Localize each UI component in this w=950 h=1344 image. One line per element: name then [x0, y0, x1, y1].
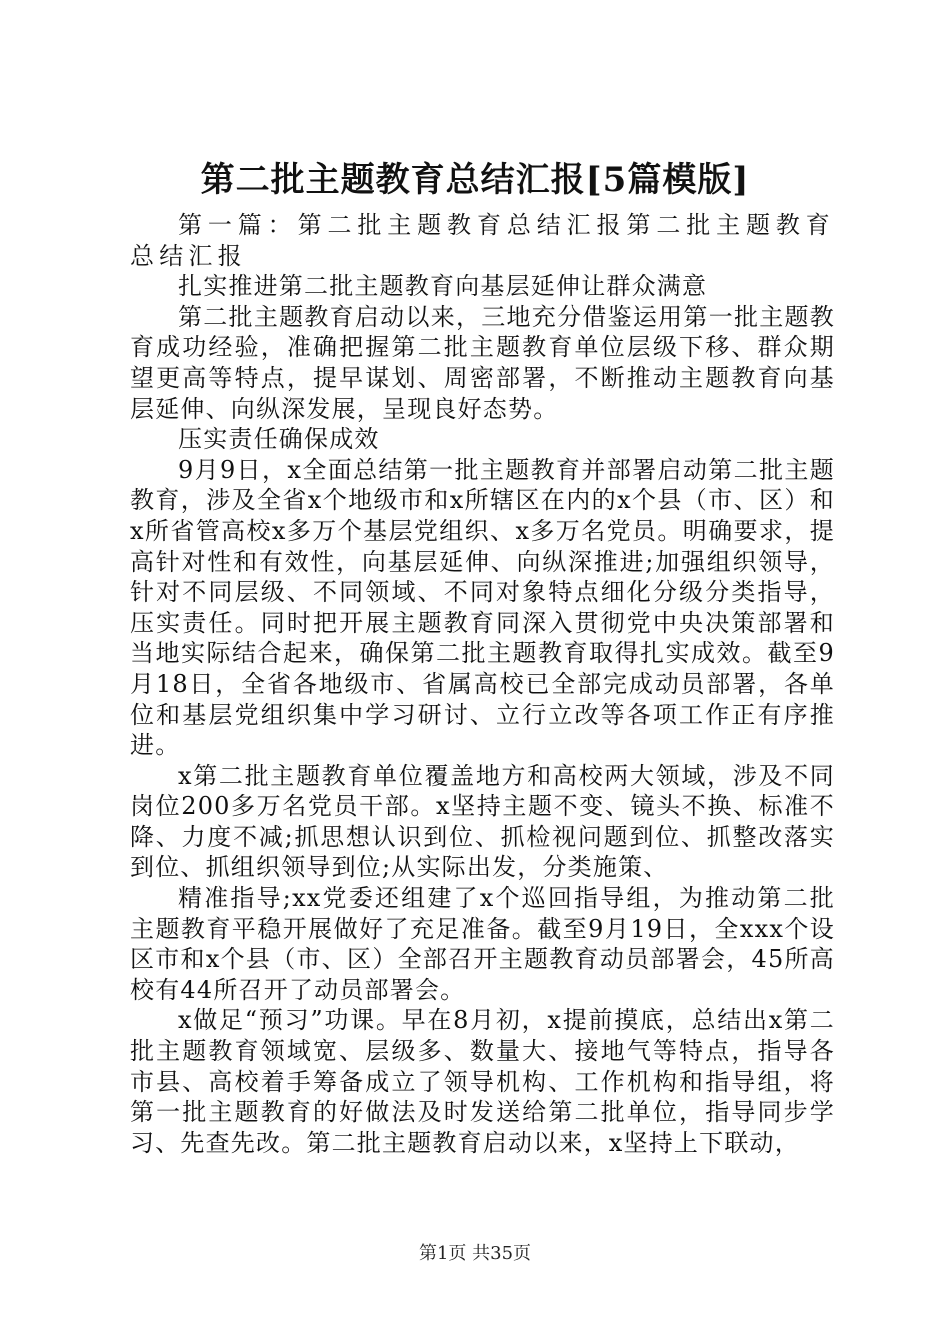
paragraph-body: 9月9日，x全面总结第一批主题教育并部署启动第二批主题教育，涉及全省x个地级市和x所辖区在内的x个县（市、区）和x所省管高校x多万个基层党组织、x多万名党员。明确要求，提高针对性和有效性，向基层延伸、向纵深推进;加强组织领导，针对不同层级、不同领域、不同对象特点细化分级分类指导，压实责任。同时把开展主题教育同深入贯彻党中央决策部署和当地实际结合起来，确保第二批主题教育取得扎实成效。截至9月18日，全省各地级市、省属高校已全部完成动员部署，各单位和基层党组织集中学习研讨、立行立改等各项工作正有序推进。: [130, 455, 835, 760]
document-title: 第二批主题教育总结汇报[5篇模版]: [200, 160, 750, 200]
page-footer: 第1页 共35页: [418, 1243, 532, 1264]
paragraph-section-heading: 压实责任确保成效: [178, 425, 380, 454]
paragraph-chapter-heading: 第一篇：第二批主题教育总结汇报第二批主题教育总结汇报: [130, 211, 835, 270]
paragraph-body: 精准指导;xx党委还组建了x个巡回指导组，为推动第二批主题教育平稳开展做好了充足准备。截至9月19日，全xxx个设区市和x个县（市、区）全部召开主题教育动员部署会，45所高校有44所召开了动员部署会。: [130, 884, 835, 1004]
paragraph-body: x第二批主题教育单位覆盖地方和高校两大领域，涉及不同岗位200多万名党员干部。x坚持主题不变、镜头不换、标准不降、力度不减;抓思想认识到位、抓检视问题到位、抓整改落实到位、抓组织领导到位;从实际出发，分类施策、: [130, 761, 835, 882]
paragraph-body: x做足“预习”功课。早在8月初，x提前摸底，总结出x第二批主题教育领域宽、层级多、数量大、接地气等特点，指导各市县、高校着手筹备成立了领导机构、工作机构和指导组，将第一批主题教育的好做法及时发送给第二批单位，指导同步学习、先查先改。第二批主题教育启动以来，x坚持上下联动，: [130, 1006, 835, 1157]
paragraph-intro: 第二批主题教育启动以来，三地充分借鉴运用第一批主题教育成功经验，准确把握第二批主题教育单位层级下移、群众期望更高等特点，提早谋划、周密部署，不断推动主题教育向基层延伸、向纵深发展，呈现良好态势。: [130, 302, 835, 423]
paragraph-subtitle: 扎实推进第二批主题教育向基层延伸让群众满意: [178, 272, 708, 301]
document-body: [130, 210, 835, 1158]
